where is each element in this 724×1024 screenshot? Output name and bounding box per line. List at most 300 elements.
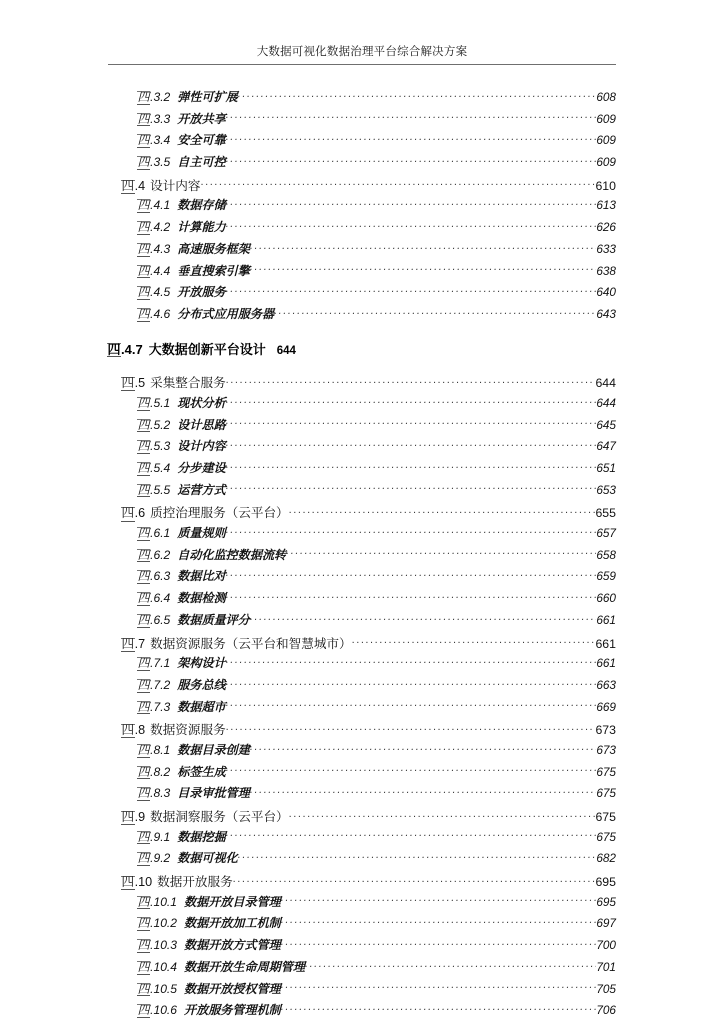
toc-dot-leader <box>281 1002 597 1014</box>
toc-entry-title: 高速服务框架 <box>177 241 250 256</box>
toc-entry-number <box>137 765 170 780</box>
toc-entry-title: 数据挖掘 <box>177 829 226 844</box>
toc-entry-page: 669 <box>596 699 616 714</box>
toc-dot-leader <box>289 505 596 518</box>
toc-dot-leader <box>238 89 597 101</box>
toc-entry-number-tail: .6.1 <box>150 526 171 541</box>
toc-entry-title: 自动化监控数据流转 <box>177 547 287 562</box>
cjk-numeral-glyph: 四 <box>137 285 150 300</box>
toc-entry-title: 数据资源服务 <box>150 723 226 738</box>
toc-entry-number <box>137 526 170 541</box>
toc-entry-number <box>137 960 177 975</box>
toc-entry-number-tail: .4 <box>134 178 146 193</box>
header-title: 大数据可视化数据治理平台综合解决方案 <box>256 46 468 58</box>
toc-entry-number <box>121 723 145 738</box>
toc-dot-leader <box>281 937 597 949</box>
toc-entry-number <box>137 418 170 433</box>
toc-dot-leader <box>233 873 596 886</box>
toc-entry-number-tail: .4.3 <box>150 241 171 256</box>
toc-entry-page: 608 <box>596 90 616 104</box>
toc-entry-number-tail: .3.2 <box>150 90 171 104</box>
toc-entry-title: 数据目录创建 <box>177 742 250 757</box>
cjk-numeral-glyph: 四 <box>137 482 150 497</box>
toc-entry-page: 661 <box>596 656 616 671</box>
toc-entry-number-tail: .6.2 <box>150 547 171 562</box>
toc-entry[interactable] <box>0 240 724 262</box>
cjk-numeral-glyph: 四 <box>137 90 150 104</box>
toc-entry-page: 644 <box>595 376 616 391</box>
toc-entry-title: 质控治理服务（云平台） <box>150 506 289 521</box>
toc-entry-number-tail: .3.3 <box>150 111 171 126</box>
toc-entry[interactable] <box>0 394 724 416</box>
toc-entry-title: 数据开放加工机制 <box>184 916 281 931</box>
toc-entry-number-tail: .10.3 <box>150 938 178 953</box>
toc-entry[interactable] <box>0 305 724 327</box>
cjk-numeral-glyph: 四 <box>121 875 135 890</box>
toc-entry[interactable] <box>0 698 724 720</box>
cjk-numeral-glyph: 四 <box>137 656 150 671</box>
toc-entry-page: 682 <box>596 851 616 866</box>
toc-entry-title: 数据开放服务 <box>157 875 233 890</box>
toc-entry[interactable] <box>0 763 724 785</box>
toc-dot-leader <box>286 547 596 559</box>
toc-dot-leader <box>226 764 597 776</box>
toc-entry-page: 640 <box>596 285 616 300</box>
toc-entry-number-tail: .3.4 <box>150 133 171 148</box>
toc-entry-number-tail: .9 <box>134 810 146 824</box>
toc-entry-number-tail: .5.5 <box>150 482 171 497</box>
cjk-numeral-glyph: 四 <box>121 636 135 651</box>
toc-dot-leader <box>226 722 596 735</box>
toc-entry-title: 数据可视化 <box>177 851 238 866</box>
toc-entry-number <box>137 439 170 454</box>
toc-entry-title: 运营方式 <box>177 482 226 497</box>
toc-dot-leader <box>226 197 597 209</box>
toc-entry-title: 分步建设 <box>177 461 226 475</box>
toc-heading-number <box>107 342 143 358</box>
toc-entry-page: 609 <box>596 133 616 148</box>
toc-entry-number <box>137 613 170 628</box>
toc-group-before-heading <box>0 88 724 327</box>
toc-entry-title: 数据存储 <box>177 198 226 213</box>
toc-entry-number <box>137 743 170 758</box>
toc-entry[interactable] <box>0 936 724 958</box>
toc-entry[interactable] <box>0 1001 724 1023</box>
toc-entry-page: 645 <box>596 417 616 432</box>
toc-entry-number-tail: .3.5 <box>150 155 171 170</box>
cjk-numeral-glyph: 四 <box>137 133 150 148</box>
toc-dot-leader <box>289 808 596 821</box>
toc-dot-leader <box>226 438 597 450</box>
toc-entry-number <box>137 461 170 476</box>
toc-dot-leader <box>238 850 597 862</box>
toc-entry-number-tail: .4.4 <box>150 263 171 278</box>
toc-entry-title: 数据超市 <box>177 699 226 714</box>
toc-entry-number <box>137 285 170 300</box>
toc-entry-number-tail: .5.1 <box>150 395 171 410</box>
toc-entry-title: 设计内容 <box>177 439 226 454</box>
toc-entry-number <box>137 656 170 671</box>
cjk-numeral-glyph: 四 <box>137 981 150 996</box>
toc-entry-number-tail: .5.3 <box>150 439 171 454</box>
toc-entry-title: 弹性可扩展 <box>177 90 238 104</box>
table-of-contents <box>0 88 724 1023</box>
heading-spacer-top <box>0 327 724 339</box>
toc-entry-title: 数据检测 <box>177 591 226 606</box>
toc-entry[interactable] <box>0 741 724 763</box>
toc-dot-leader <box>305 959 596 971</box>
cjk-numeral-glyph: 四 <box>137 786 150 801</box>
toc-entry-page: 657 <box>596 526 616 541</box>
toc-entry-number <box>137 307 170 322</box>
toc-dot-leader <box>226 284 597 296</box>
toc-dot-leader <box>226 219 597 231</box>
toc-entry-number-tail: .4.5 <box>150 285 171 300</box>
toc-entry[interactable] <box>0 524 724 546</box>
cjk-numeral-glyph: 四 <box>137 263 150 278</box>
toc-dot-leader <box>226 482 597 494</box>
toc-entry-number <box>121 376 145 391</box>
cjk-numeral-glyph: 四 <box>137 461 150 475</box>
toc-entry-number-tail: .10.2 <box>150 916 178 931</box>
toc-entry-page: 675 <box>595 810 616 824</box>
toc-entry-number-tail: .10 <box>134 875 153 890</box>
cjk-numeral-glyph: 四 <box>137 526 150 541</box>
toc-entry-page: 706 <box>596 1003 616 1018</box>
toc-entry-page: 673 <box>595 723 616 738</box>
toc-entry-number <box>137 678 170 693</box>
toc-dot-leader <box>250 241 596 253</box>
toc-entry-title: 数据开放目录管理 <box>184 894 281 909</box>
cjk-numeral-glyph: 四 <box>137 439 150 454</box>
toc-entry-page: 663 <box>596 677 616 692</box>
toc-entry-number-tail: .10.5 <box>150 981 178 996</box>
cjk-numeral-glyph: 四 <box>137 306 150 321</box>
toc-entry[interactable] <box>0 849 724 871</box>
cjk-numeral-glyph: 四 <box>137 699 150 714</box>
cjk-numeral-glyph: 四 <box>137 612 150 627</box>
cjk-numeral-glyph: 四 <box>137 241 150 256</box>
toc-entry-page: 697 <box>596 916 616 931</box>
cjk-numeral-glyph: 四 <box>137 547 150 562</box>
toc-dot-leader <box>274 306 596 318</box>
toc-entry-number <box>137 264 170 279</box>
toc-entry[interactable] <box>0 567 724 589</box>
toc-entry-number <box>137 830 170 845</box>
toc-entry-page: 644 <box>596 395 616 410</box>
page-header <box>108 44 616 65</box>
toc-entry-number <box>137 591 170 606</box>
toc-dot-leader <box>250 262 596 274</box>
toc-entry-page: 673 <box>596 742 616 757</box>
toc-dot-leader <box>226 829 597 841</box>
toc-entry-page: 658 <box>596 547 616 562</box>
toc-entry[interactable] <box>0 980 724 1002</box>
toc-entry-page: 695 <box>595 875 616 890</box>
toc-entry-page: 659 <box>596 569 616 584</box>
toc-entry-number <box>121 637 145 652</box>
toc-entry[interactable] <box>0 175 724 197</box>
toc-entry[interactable] <box>0 416 724 438</box>
toc-entry-number-tail: .10.1 <box>150 894 178 909</box>
toc-entry[interactable] <box>0 283 724 305</box>
toc-entry-page: 633 <box>596 241 616 256</box>
toc-entry-number <box>137 786 170 801</box>
toc-entry-page: 647 <box>596 439 616 454</box>
toc-entry[interactable] <box>0 218 724 240</box>
toc-entry-number-tail: .5 <box>134 376 146 391</box>
toc-entry-title: 服务总线 <box>177 677 226 692</box>
toc-entry[interactable] <box>0 110 724 132</box>
cjk-numeral-glyph: 四 <box>137 569 150 584</box>
cjk-numeral-glyph: 四 <box>121 506 135 521</box>
cjk-numeral-glyph: 四 <box>121 810 135 824</box>
toc-entry-number-tail: .8 <box>134 723 146 738</box>
toc-entry[interactable] <box>0 893 724 915</box>
toc-entry-page: 609 <box>596 111 616 126</box>
toc-entry-title: 数据洞察服务（云平台） <box>150 810 289 824</box>
toc-entry[interactable] <box>0 633 724 655</box>
toc-entry-title: 数据开放方式管理 <box>184 938 281 953</box>
toc-entry-number <box>137 548 170 563</box>
toc-entry-number-tail: .6.5 <box>150 612 171 627</box>
toc-dot-leader <box>250 785 596 797</box>
toc-dot-leader <box>226 655 597 667</box>
toc-entry[interactable] <box>0 871 724 893</box>
cjk-numeral-glyph: 四 <box>137 938 150 953</box>
toc-entry-title: 现状分析 <box>177 395 226 410</box>
toc-heading-title: 大数据创新平台设计 <box>148 341 266 357</box>
toc-dot-leader <box>226 111 597 123</box>
toc-entry-number <box>137 396 170 411</box>
toc-entry[interactable] <box>0 589 724 611</box>
header-rule <box>108 64 616 65</box>
toc-entry-title: 自主可控 <box>177 155 226 170</box>
toc-entry-number <box>137 220 170 235</box>
cjk-numeral-glyph: 四 <box>137 764 150 779</box>
cjk-numeral-glyph: 四 <box>137 851 150 866</box>
toc-entry-number <box>137 851 170 866</box>
toc-entry-number <box>137 1003 177 1018</box>
toc-entry-number <box>137 982 177 997</box>
toc-entry[interactable] <box>0 196 724 218</box>
toc-entry[interactable] <box>0 784 724 806</box>
toc-entry-page: 609 <box>596 155 616 170</box>
toc-entry-number <box>137 938 177 953</box>
toc-entry[interactable] <box>0 372 724 394</box>
toc-entry-page: 610 <box>595 178 616 193</box>
cjk-numeral-glyph: 四 <box>137 111 150 126</box>
toc-entry-number <box>137 112 170 127</box>
toc-dot-leader <box>250 612 596 624</box>
toc-entry-page: 653 <box>596 482 616 497</box>
toc-entry-number <box>121 506 145 521</box>
toc-dot-leader <box>281 915 597 927</box>
toc-entry-number <box>137 483 170 498</box>
toc-entry-number-tail: .8.2 <box>150 764 171 779</box>
toc-entry[interactable] <box>0 914 724 936</box>
cjk-numeral-glyph: 四 <box>137 742 150 757</box>
cjk-numeral-glyph: 四 <box>121 178 135 193</box>
toc-dot-leader <box>281 894 597 906</box>
cjk-numeral-glyph: 四 <box>137 829 150 844</box>
toc-entry-number-tail: .7.1 <box>150 656 171 671</box>
cjk-numeral-glyph: 四 <box>137 959 150 974</box>
toc-entry-page: 626 <box>596 220 616 235</box>
toc-entry[interactable] <box>0 437 724 459</box>
toc-heading-number-tail: .4.7 <box>121 341 143 357</box>
toc-entry-number <box>137 569 170 584</box>
cjk-numeral-glyph: 四 <box>121 376 135 391</box>
toc-entry-number <box>121 810 145 825</box>
toc-entry-title: 数据质量评分 <box>177 612 250 627</box>
toc-dot-leader <box>200 177 595 190</box>
toc-entry-title: 分布式应用服务器 <box>177 306 275 321</box>
toc-entry-page: 655 <box>595 506 616 521</box>
toc-entry-title: 设计思路 <box>177 417 226 432</box>
toc-entry-number <box>137 242 170 257</box>
toc-entry-number-tail: .4.2 <box>150 220 171 235</box>
toc-entry-title: 数据开放生命周期管理 <box>184 959 305 974</box>
toc-entry[interactable] <box>0 546 724 568</box>
toc-dot-leader <box>226 698 597 710</box>
toc-entry-number-tail: .6 <box>134 506 146 521</box>
toc-dot-leader <box>281 980 597 992</box>
toc-entry-page: 700 <box>596 938 616 953</box>
toc-dot-leader <box>226 154 597 166</box>
toc-entry-number <box>137 895 177 910</box>
toc-entry-number-tail: .6.3 <box>150 569 171 584</box>
toc-entry-title: 开放服务 <box>177 285 226 300</box>
toc-entry-title: 架构设计 <box>177 656 226 671</box>
toc-entry[interactable] <box>0 958 724 980</box>
toc-entry-number-tail: .9.2 <box>150 851 171 866</box>
toc-entry-title: 设计内容 <box>150 178 201 193</box>
toc-entry-title: 安全可靠 <box>177 133 226 148</box>
toc-entry-number-tail: .4.6 <box>150 306 171 321</box>
toc-entry[interactable] <box>0 611 724 633</box>
toc-entry-page: 675 <box>596 786 616 801</box>
toc-dot-leader <box>226 395 597 407</box>
toc-entry-number <box>137 133 170 148</box>
toc-entry[interactable] <box>0 131 724 153</box>
toc-entry-number <box>121 875 152 890</box>
toc-group-after-heading <box>0 372 724 1023</box>
toc-entry[interactable] <box>0 153 724 175</box>
toc-entry-number-tail: .8.1 <box>150 742 171 757</box>
toc-entry-number-tail: .7.2 <box>150 677 171 692</box>
toc-entry-page: 660 <box>596 591 616 606</box>
cjk-numeral-glyph: 四 <box>137 417 150 432</box>
toc-entry-number <box>137 700 170 715</box>
toc-entry-number <box>121 179 145 194</box>
toc-entry-title: 开放共享 <box>177 111 226 126</box>
toc-entry-page: 661 <box>595 636 616 651</box>
cjk-numeral-glyph: 四 <box>137 198 150 213</box>
toc-entry-number <box>137 155 170 170</box>
toc-entry-page: 705 <box>596 981 616 996</box>
toc-entry-number-tail: .10.6 <box>150 1003 178 1018</box>
toc-entry-title: 垂直搜索引擎 <box>177 263 250 278</box>
cjk-numeral-glyph: 四 <box>121 723 135 738</box>
toc-entry-title: 数据开放授权管理 <box>184 981 281 996</box>
toc-entry-number <box>137 916 177 931</box>
toc-entry-title: 质量规则 <box>177 526 226 541</box>
toc-dot-leader <box>226 568 597 580</box>
toc-entry-number-tail: .6.4 <box>150 591 171 606</box>
toc-entry-page: 661 <box>596 612 616 627</box>
cjk-numeral-glyph: 四 <box>137 1003 150 1018</box>
toc-dot-leader <box>352 635 596 648</box>
toc-heading-entry[interactable] <box>0 339 724 361</box>
toc-entry-title: 计算能力 <box>177 220 226 235</box>
toc-entry[interactable] <box>0 676 724 698</box>
toc-heading-page: 644 <box>276 344 296 357</box>
toc-entry-number-tail: .5.4 <box>150 461 171 475</box>
cjk-numeral-glyph: 四 <box>137 677 150 692</box>
cjk-numeral-glyph: 四 <box>137 916 150 931</box>
toc-entry-page: 695 <box>596 894 616 909</box>
toc-dot-leader <box>226 460 597 472</box>
toc-entry[interactable] <box>0 459 724 481</box>
toc-entry-title: 标签生成 <box>177 764 226 779</box>
toc-dot-leader <box>226 132 597 144</box>
toc-entry-number-tail: .9.1 <box>150 829 171 844</box>
toc-entry-title: 采集整合服务 <box>150 376 226 391</box>
toc-dot-leader <box>226 525 597 537</box>
toc-entry-page: 651 <box>596 461 616 475</box>
toc-dot-leader <box>226 677 597 689</box>
toc-entry[interactable] <box>0 654 724 676</box>
toc-entry-number-tail: .5.2 <box>150 417 171 432</box>
toc-entry[interactable] <box>0 88 724 110</box>
toc-entry-title: 目录审批管理 <box>177 786 250 801</box>
toc-entry-page: 613 <box>596 198 616 213</box>
cjk-numeral-glyph: 四 <box>137 395 150 410</box>
toc-entry-number-tail: .8.3 <box>150 786 171 801</box>
toc-entry-title: 数据比对 <box>177 569 226 584</box>
toc-entry-page: 638 <box>596 263 616 278</box>
toc-dot-leader <box>226 590 597 602</box>
cjk-numeral-glyph: 四 <box>107 341 121 357</box>
cjk-numeral-glyph: 四 <box>137 591 150 606</box>
toc-entry-page: 701 <box>596 959 616 974</box>
toc-entry-page: 643 <box>596 306 616 321</box>
toc-entry[interactable] <box>0 481 724 503</box>
heading-spacer-bottom <box>0 360 724 372</box>
toc-dot-leader <box>250 742 596 754</box>
toc-entry-number-tail: .7 <box>134 636 146 651</box>
cjk-numeral-glyph: 四 <box>137 220 150 235</box>
toc-entry-page: 675 <box>596 764 616 779</box>
toc-entry-title: 开放服务管理机制 <box>184 1003 281 1018</box>
toc-dot-leader <box>226 417 597 429</box>
toc-entry-number-tail: .10.4 <box>150 959 178 974</box>
toc-entry-page: 675 <box>596 829 616 844</box>
cjk-numeral-glyph: 四 <box>137 155 150 170</box>
toc-entry[interactable] <box>0 806 724 828</box>
cjk-numeral-glyph: 四 <box>137 894 150 909</box>
toc-entry[interactable] <box>0 262 724 284</box>
toc-entry-number <box>137 90 170 105</box>
toc-entry-title: 数据资源服务（云平台和智慧城市） <box>150 636 352 651</box>
toc-entry[interactable] <box>0 828 724 850</box>
toc-entry[interactable] <box>0 502 724 524</box>
toc-entry-number-tail: .4.1 <box>150 198 171 213</box>
toc-entry-number <box>137 198 170 213</box>
toc-entry[interactable] <box>0 719 724 741</box>
toc-dot-leader <box>226 375 596 388</box>
